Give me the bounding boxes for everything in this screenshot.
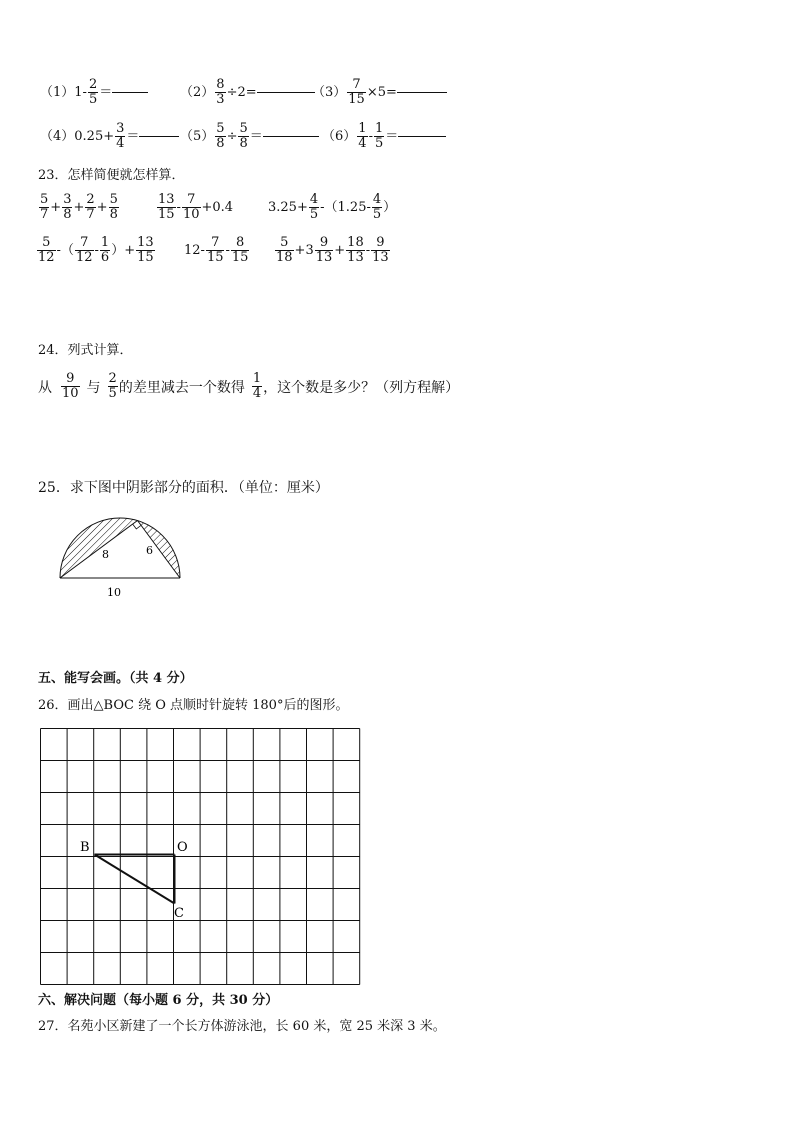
section-5-title: 五、能写会画。（共 4 分）: [38, 671, 193, 686]
fraction: $\frac{3}{8}$: [63, 192, 72, 222]
answer-blank[interactable]: [139, 136, 179, 137]
q24-question: [38, 372, 459, 401]
answer-blank[interactable]: [257, 92, 315, 93]
fraction: $\frac{8}{15}$: [231, 235, 249, 265]
q22-item-6-tail: ＝: [385, 128, 399, 144]
q23-expr-2: [156, 193, 233, 222]
fraction: $\frac{1}{5}$: [374, 121, 384, 151]
fraction: $\frac{5}{7}$: [40, 192, 49, 222]
point-c-label: C: [174, 906, 184, 921]
fraction: $\frac{13}{15}$: [137, 235, 154, 265]
q23-expr-6: [274, 236, 391, 265]
answer-blank[interactable]: [112, 92, 148, 93]
fraction: $\frac{7}{12}$: [75, 235, 93, 265]
expr-mid: -（: [56, 242, 74, 258]
fraction: $\frac{2}{5}$: [108, 371, 117, 401]
fraction: $\frac{9}{10}$: [62, 371, 79, 401]
q22-item-2-label: （2）: [180, 84, 215, 100]
fraction: $\frac{7}{10}$: [182, 192, 200, 222]
q26-title: 26．画出△BOC 绕 O 点顺时针旋转 180°后的图形。: [38, 698, 349, 713]
operator: -: [94, 242, 99, 258]
q22-item-5: [180, 122, 319, 151]
segment-bc: [95, 855, 175, 904]
grid-lines: [41, 729, 360, 985]
operator: +3: [294, 242, 314, 258]
q23-expr-3: [268, 193, 396, 222]
q22-item-1: [40, 78, 148, 107]
operator: -: [176, 199, 181, 215]
operator: -: [365, 242, 371, 258]
fraction: $\frac{13}{15}$: [158, 192, 175, 222]
q22-item-5-label: （5）: [180, 128, 215, 144]
q24-text: 从: [38, 379, 52, 396]
fraction: $\frac{5}{12}$: [38, 235, 55, 265]
q22-item-5-tail: ＝: [249, 128, 263, 144]
q23-expr-5: [184, 236, 250, 265]
q22-item-3-label: （3）: [312, 84, 347, 100]
q23-expr-1: [38, 193, 120, 222]
fraction: $\frac{4}{5}$: [309, 192, 319, 222]
label-10: 10: [107, 586, 121, 599]
q22-item-3: [312, 78, 447, 107]
q25-title: 25．求下图中阴影部分的面积．（单位：厘米）: [38, 480, 329, 496]
operator: -: [225, 242, 230, 258]
fraction: $\frac{2}{5}$: [88, 77, 98, 107]
fraction: $\frac{9}{13}$: [372, 235, 389, 265]
q22-item-2: [180, 78, 315, 107]
fraction: $\frac{18}{13}$: [347, 235, 364, 265]
answer-blank[interactable]: [398, 136, 446, 137]
rotation-grid[interactable]: [38, 726, 364, 986]
q27-title: 27．名苑小区新建了一个长方体游泳池，长 60 米，宽 25 米深 3 米。: [38, 1019, 446, 1034]
q22-item-3-tail: ×5=: [366, 84, 397, 100]
fraction: $\frac{3}{4}$: [116, 121, 125, 151]
q22-item-6: [322, 122, 446, 151]
fraction: $\frac{5}{18}$: [276, 235, 293, 265]
q24-title: 24．列式计算．: [38, 343, 133, 358]
answer-blank[interactable]: [397, 92, 447, 93]
point-b-label: B: [80, 840, 90, 855]
section-6-title: 六、解决问题（每小题 6 分，共 30 分）: [38, 993, 279, 1008]
operator: +: [96, 199, 108, 215]
operator: -: [368, 128, 373, 144]
q23-expr-4: [36, 236, 156, 265]
expr-tail: ）: [383, 199, 397, 215]
fraction: $\frac{1}{6}$: [100, 235, 110, 265]
expr-mid: ）+: [111, 242, 136, 258]
fraction: $\frac{5}{8}$: [216, 121, 225, 151]
q22-item-1-tail: ＝: [99, 84, 113, 100]
expr-lead: 12-: [184, 242, 205, 258]
q22-item-4: [40, 122, 179, 151]
label-6: 6: [146, 544, 153, 557]
q24-text: ，这个数是多少？（列方程解）: [263, 379, 460, 396]
q24-text: 的差里减去一个数得: [118, 379, 245, 396]
q22-item-1-label: （1）1-: [40, 84, 87, 100]
fraction: $\frac{5}{8}$: [239, 121, 248, 151]
fraction: $\frac{4}{5}$: [372, 192, 382, 222]
fraction: $\frac{9}{13}$: [315, 235, 333, 265]
fraction: $\frac{7}{15}$: [206, 235, 224, 265]
operator: ÷: [226, 128, 238, 144]
fraction: $\frac{5}{8}$: [109, 192, 118, 222]
answer-blank[interactable]: [263, 136, 319, 137]
q22-item-2-tail: ÷2=: [226, 84, 257, 100]
semicircle-shaded-figure: [50, 510, 190, 602]
q24-text: 与: [86, 379, 101, 396]
fraction: $\frac{1}{4}$: [358, 121, 367, 151]
expr-mid: -（1.25-: [320, 199, 371, 215]
operator: +: [334, 242, 346, 258]
fraction: $\frac{2}{7}$: [86, 192, 95, 222]
point-o-label: O: [177, 840, 188, 855]
q23-title: 23．怎样简便就怎样算．: [38, 168, 185, 183]
q22-item-4-tail: ＝: [126, 128, 140, 144]
expr-tail: +0.4: [201, 199, 234, 215]
expr-lead: 3.25+: [268, 199, 308, 215]
q22-item-6-label: （6）: [322, 128, 357, 144]
operator: +: [73, 199, 85, 215]
operator: +: [50, 199, 62, 215]
fraction: $\frac{7}{15}$: [348, 77, 365, 107]
label-8: 8: [102, 548, 109, 561]
fraction: $\frac{8}{3}$: [216, 77, 225, 107]
fraction: $\frac{1}{4}$: [252, 371, 262, 401]
q22-item-4-label: （4）0.25+: [40, 128, 115, 144]
